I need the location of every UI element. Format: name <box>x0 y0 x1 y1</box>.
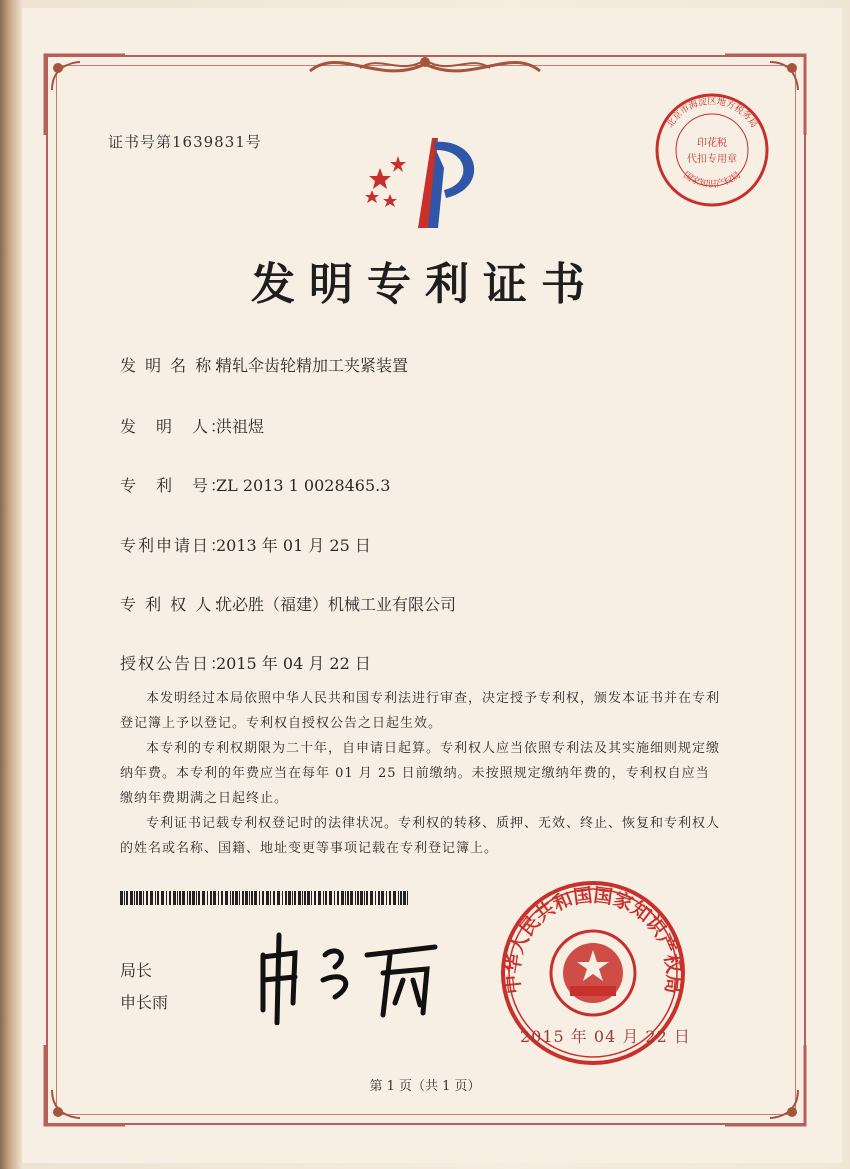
page-footer: 第 1 页（共 1 页） <box>369 1079 481 1094</box>
paragraph-grant: 本发明经过本局依照中华人民共和国专利法进行审查，决定授予专利权，颁发本证书并在专利登记簿上予以登记。专利权自授权公告之日起生效。 <box>120 691 721 731</box>
paragraph-legal-status: 专利证书记载专利权登记时的法律状况。专利权的转移、质押、无效、终止、恢复和专利权人的姓名或名称、国籍、地址变更等事项记载在专利登记簿上。 <box>120 816 721 856</box>
document-title: 发明专利证书 <box>251 259 599 310</box>
barcode-icon <box>120 891 410 905</box>
director-name: 申长雨 <box>120 993 169 1012</box>
certificate-number: 证书号第1639831号 <box>108 133 262 151</box>
field-invention-name: 发 明 名 称：精轧伞齿轮精加工夹紧装置 <box>120 356 409 375</box>
director-title: 局长 <box>120 961 153 980</box>
field-grant-date: 授权公告日：2015 年 04 月 22 日 <box>120 654 371 673</box>
paragraph-term: 本专利的专利权期限为二十年，自申请日起算。专利权人应当依照专利法及其实施细则规定缴纳年费。本专利的年费应当在每年 01 月 25 日前缴纳。未按照规定缴纳年费的，专利权自应当缴纳年费期满之日起终止。 <box>120 741 721 806</box>
field-patent-number: 专 利 号：ZL 2013 1 0028465.3 <box>120 476 391 495</box>
corner-ornament-icon <box>40 50 130 140</box>
director-signature-icon <box>255 925 445 1025</box>
field-patentee: 专 利 权 人：优必胜（福建）机械工业有限公司 <box>120 595 457 614</box>
field-application-date: 专利申请日：2013 年 01 月 25 日 <box>120 536 371 555</box>
svg-text:印花税: 印花税 <box>697 138 727 149</box>
svg-text:北京市海淀区地方税务局: 北京市海淀区地方税务局 <box>665 97 759 130</box>
field-inventor: 发 明 人：洪祖煜 <box>120 417 265 436</box>
seal-date: 2015 年 04 月 22 日 <box>520 1027 691 1046</box>
patent-office-logo-icon <box>360 128 500 233</box>
svg-text:代扣专用章: 代扣专用章 <box>687 154 737 165</box>
top-ornament-icon <box>300 46 550 86</box>
svg-text:国家知识产权局: 国家知识产权局 <box>681 170 743 190</box>
tax-stamp-seal-icon <box>652 90 772 210</box>
svg-text:中华人民共和国国家知识产权局: 中华人民共和国国家知识产权局 <box>501 884 685 995</box>
